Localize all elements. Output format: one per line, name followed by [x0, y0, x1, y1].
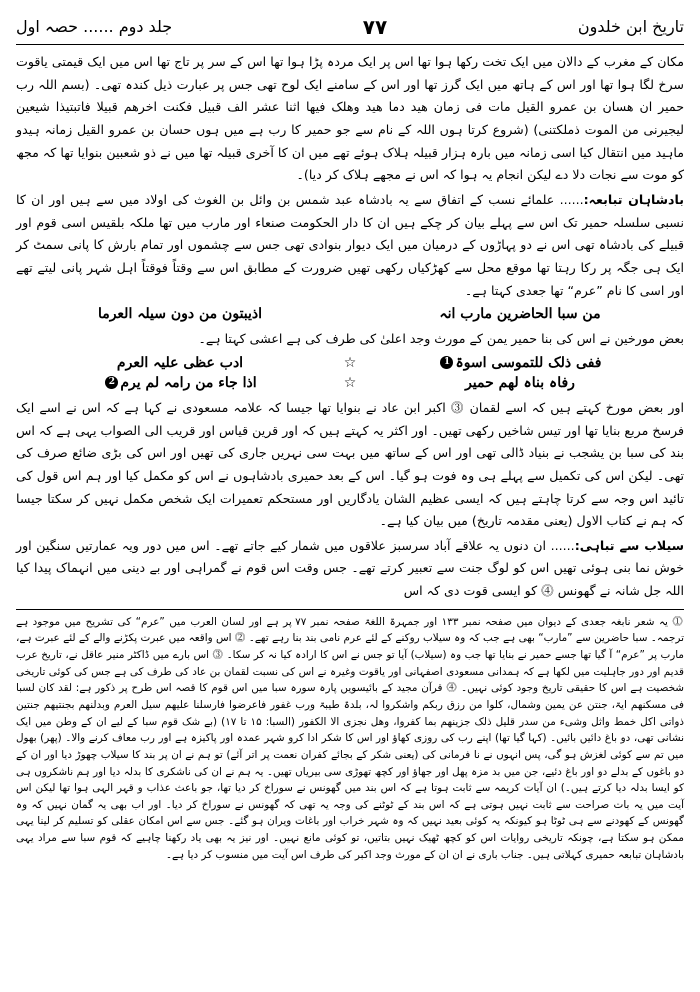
section-heading: بادشاہان تبابعہ:	[583, 191, 684, 207]
poem-block	[36, 306, 664, 322]
verse-right: من سبا الحاضرین مارب انہ	[439, 306, 601, 323]
verse-right: رفاہ بناہ لھم حمیر	[465, 374, 575, 391]
book-title: تاریخ ابن خلدون	[577, 17, 684, 36]
page-number: ۷۷	[362, 15, 388, 39]
footnote-marker: 2	[105, 376, 118, 389]
verse-text: ففی ذلک للتموسی اسوۃ	[455, 354, 602, 371]
body-paragraph	[16, 189, 684, 302]
footnote-text: ⓵ یہ شعر نابغہ جعدی کے دیوان میں صفحہ نمبر ۱۳۳ اور جمہرۃ اللغۃ صفحہ نمبر ۷۷ پر ہے اور لسان العرب میں ”عرم“ کی تشریح میں موجود ہے ترجمہ۔ سبا حاضرین سے ”مارب“ بھی ہے جب کہ وہ سیلاب روکنے کے لئے عرم نامی بند بنا رہے تھے۔ ⓶ اس واقعہ میں عبرت پکڑنے والے کے لئے عبرت ہے، مارب پر ”عرم“ آ گیا تھا جسے حمیر نے بنایا تھا جب وہ (سیلاب) آیا تو جس نے اس کا ارادہ کیا نہ کر سکا۔ ⓷ اس بارے میں ڈاکٹر منیر عاقل نے، تاریخ عرب قدیم اور دور جاہلیت میں لکھا ہے کہ ہمدانی مسعودی اصفہانی اور یاقوت وغیرہ نے اس کی نسبت لقمان بن عاد کی طرف کی ہے جس کی کوئی تاریخی شخصیت ہے اس کا حقیقی تاریخ وجود کوئی نہیں۔ ⓸ قرآن مجید کے بائیسویں پارہ سورہ سبا میں اس قوم کا قصہ اس طرح پر ذکور ہے: لقد کان لسبا فی مسکنھم ایۃ، جنتن عن یمین وشمال، کلوا من رزق ربکم واشکروا لہ، بلدۃ طیبۃ ورب غفور فاعرضوا فارسلنا علیھم سیل العرم وبدلنھم بجنتیھم جنتین ذواتی اکل خمط واثل وشیء من سدر قلیل ذلک جزینھم بما کفروا، وھل نجزی الا الکفور (السبا: ۱۵ تا ۱۷) (بے شک قوم سبا کے لیے ان کے وطن میں ایک نشانی تھی، دو باغ دائیں بائیں۔ (کہا گیا تھا) اپنے رب کی روزی کھاؤ اور اس کا شکر ادا کرو شہر عمدہ اور پاکیزہ ہے اور رب معاف کرنے والا۔ (پھر) بھول میں تم سے کوئی لغزش ہو گی، پس انہوں نے نا فرمانی کی (یعنی شکر کے بجائے کفران نعمت پر اتر آئے) تو ہم نے ان پر بند کا سیلاب چھوڑ دیا اور ان کے دو باغوں کے بدلے دو اور باغ دئیے، جن میں بد مزہ پھل اور جھاؤ اور کچھ تھوڑی سی بیریاں تھیں۔ یہ ہم نے ان کی ناشکری کا بدلہ دیا اور ہم ناشکروں ہی کو ایسا بدلہ دیا کرتے ہیں۔) ان آیات کریمہ سے ثابت ہوتا ہے کہ اس بند میں گھونس نے سوراخ کر دیا تھا، جو باعث عذاب و قہر الہی ہوا تھا لیکن اس آیت میں یہ بات صراحت سے ثابت نہیں ہوتی ہے کہ اس بند کے ٹوٹنے کی وجہ یہ تھی کہ گھونس نے سوراخ کر دیا۔ اور اب بھی یہ گمان نہیں کہ وہ گھونس کے کھودنے سے ہی ٹوٹا ہو کیونکہ یہ کوئی بعید نہیں کہ وہ شہر خراب اور باغات ویران ہو گئے۔ جس سے اس امکان عقلی کو تسلیم کر لینا یہی ممکن ہو سکتا ہے، چونکہ تاریخی روایات اس کو کچھ ٹھیک نہیں بتاتیں، تو کوئی مانع نہیں۔ اور نیز یہ بھی یاد رکھنا چاہیے کہ قوم سبا سے مراد یہی بادشاہان تبابعہ حمیری کہلاتی ہیں۔ جناب باری نے ان ان کے مورث وجد اکبر کی طرف اس آیت میں منسوب کر دیا ہے۔	[16, 615, 684, 861]
body-paragraph: مکان کے مغرب کے دالان میں ایک تخت رکھا ہوا تھا اس پر ایک مردہ پڑا ہوا تھا اس کے سر پر تاج تھا اس میں ایک قیمتی یاقوت سرخ لگا ہوا تھا اور اس کے ہاتھ میں ایک گرز تھا اور اس کے سامنے ایک لوح تھی جس پر عبارت ذیل کندہ تھی۔ (بسم اللہ رب حمیر ان ھسان بن عمرو القیل مات فی زمان ھید دما ھید وھلک فیھا اثنا عشر الف قبیل فکنت اخرھم قبیلا فاتبتیذا شیعین لیجیرنی من الموت ذملکتنی) (شروع کرتا ہوں اللہ کے نام سے جو حمیر کا رب ہے میں ہوں حسان بن عمرو القیل زمانہ ہیدو ماہید میں انتقال کیا اسی زمانہ میں بارہ ہزار قبیلہ ہلاک ہوئے تھے میں ان کا آخری قبیلہ تھا میں نے ذو شعبین بنوایا تھا کہ مجھ کو موت سے نجات دلا دے لیکن انجام یہ ہوا کہ اس نے مجھے ہلاک کر دیا)۔	[16, 54, 684, 183]
page-header	[16, 10, 684, 45]
volume-label: جلد دوم ...... حصہ اول	[16, 17, 173, 36]
verse-text: اذا جاء من رامہ لم یرم	[120, 374, 257, 391]
verse-left: اذیبتون من دون سیلہ العرما	[97, 306, 263, 323]
star-icon: ☆	[343, 354, 357, 371]
paragraph-text: ...... ان دنوں یہ علاقے آباد سرسبز علاقوں میں شمار کیے جاتے تھے۔ اس میں دور ویہ عمارتیں سنگین اور خوش نما بنی ہوئی تھیں اس کو لوگ جنت سے تعبیر کرتے تھے۔ جس وقت اس قوم نے گمراہی اور بے دینی میں انہماک پیدا کیا اللہ جل شانہ نے گھونس ⓸ کو ایسی قوت دی کہ اس	[16, 537, 684, 599]
paragraph-text: ...... علمائے نسب کے اتفاق سے یہ بادشاہ عبد شمس بن وائل بن الغوث کی اولاد میں سے ہیں اور ان کا نسبی سلسلہ حمیر تک اس سے پہلے بیان کر چکے ہیں ان کا دار الحکومت صنعاء اور مارب میں تھا ملکہ بلقیس اسی قوم اور قبیلے کی بادشاہ تھی اس نے دو پہاڑوں کے درمیان میں ایک دیوار بنوادی تھی جس سے چشموں اور تمام بارش کا پانی سمٹ کر ایک ہی جگہ پر رکا رہتا تھا موقع محل سے کھڑکیاں رکھی تھیں ضرورت کے مطابق اس سے وقتاً فوقتاً اہل شہر پانی لیتے تھے اور اسی کا نام ”عرم“ تھا جعدی کہتا ہے۔	[16, 191, 684, 298]
section-heading: سیلاب سے تباہی:	[574, 537, 685, 553]
verse-left	[36, 375, 324, 391]
footnote-marker: 1	[440, 356, 453, 369]
footnote-divider	[16, 609, 684, 610]
footnotes	[16, 614, 684, 864]
verse-right	[376, 355, 664, 371]
body-paragraph	[16, 535, 684, 603]
verse-left: ادب عظی علیہ العرم	[116, 354, 244, 371]
body-paragraph: بعض مورخین نے اس کی بنا حمیر یمن کے مورث وجد اعلیٰ کی طرف کی ہے اعشی کہتا ہے۔	[198, 331, 684, 347]
poem-block	[36, 355, 664, 391]
star-icon: ☆	[343, 374, 357, 391]
body-paragraph: اور بعض مورخ کہتے ہیں کہ اسے لقمان ⓷ اکبر ابن عاد نے بنوایا تھا جیسا کہ علامہ مسعودی نے کہا ہے کہ اس نے اسے ایک فرسخ مربع بنایا تھا اور تیس شاخیں رکھی تھیں۔ اور اکثر یہ کہتے ہیں کہ اور قرین قیاس اور قریب الی الصواب یہی ہے کہ اس بند کی سبا بن یشجب نے بنیاد ڈالی تھی اور اس کے ساتھ میں بہت سی نہریں جاری کی تھیں اور اس کی بڑی ضائع صرف کی تھی۔ لیکن اس کی تکمیل سے پہلے ہی وہ فوت ہو گیا۔ اس کے بعد حمیری بادشاہوں نے اس کو مکمل کیا اور ہم اس قول کی تائید اس وجہ سے کرتا چاہتے ہیں کہ ایسی عظیم الشان یادگاریں اور مستحکم تعمیرات ایک شخص مکمل نہیں کر سکتا جیسا کہ ہم نے کتاب الاول (یعنی مقدمہ تاریخ) میں بیان کیا ہے۔	[16, 399, 684, 529]
